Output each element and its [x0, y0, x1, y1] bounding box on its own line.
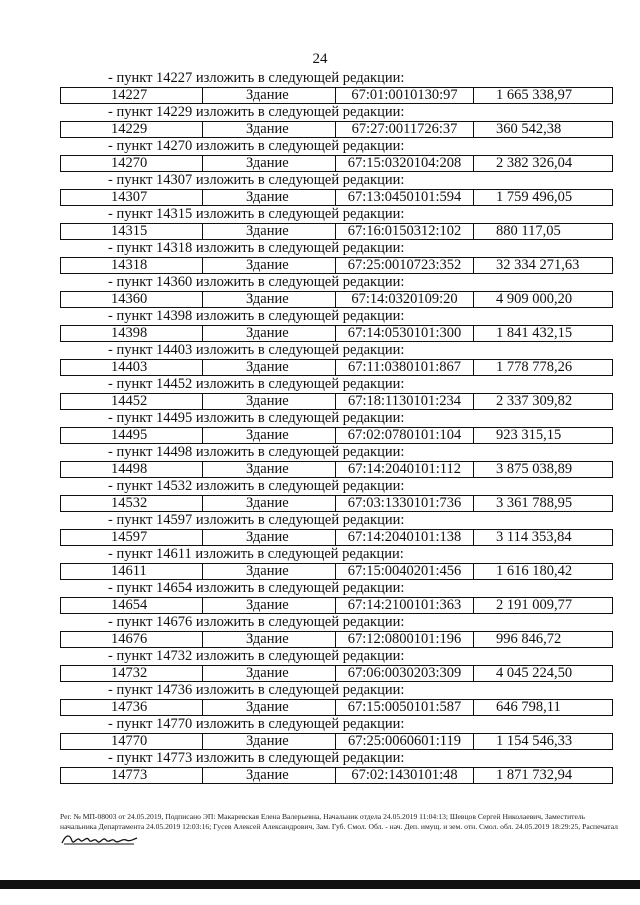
object-type-cell: Здание	[203, 632, 336, 647]
object-type-cell: Здание	[203, 360, 336, 375]
entry-heading: - пункт 14736 изложить в следующей редакции:	[108, 682, 405, 698]
object-type-cell: Здание	[203, 394, 336, 409]
cadastral-value-cell: 2 191 009,77	[496, 597, 573, 613]
cadastral-value-cell: 4 909 000,20	[496, 291, 573, 307]
entry-heading: - пункт 14770 изложить в следующей редакции:	[108, 716, 405, 732]
cadastral-value-cell: 32 334 271,63	[496, 257, 580, 273]
item-number-cell: 14360	[61, 292, 203, 307]
cadastral-number-cell: 67:03:1330101:736	[336, 496, 474, 511]
item-number-cell: 14227	[61, 88, 203, 103]
item-number-cell: 14611	[61, 564, 203, 579]
object-type-cell: Здание	[203, 156, 336, 171]
entry-heading: - пункт 14229 изложить в следующей редакции:	[108, 104, 405, 120]
table-row	[60, 495, 613, 512]
table-row	[60, 291, 613, 308]
bottom-rule	[0, 880, 640, 889]
cadastral-number-cell: 67:14:2100101:363	[336, 598, 474, 613]
entry-heading: - пункт 14318 изложить в следующей редакции:	[108, 240, 405, 256]
item-number-cell: 14498	[61, 462, 203, 477]
cadastral-number-cell: 67:14:2040101:138	[336, 530, 474, 545]
object-type-cell: Здание	[203, 598, 336, 613]
amendment-list	[60, 70, 613, 784]
cadastral-number-cell: 67:06:0030203:309	[336, 666, 474, 681]
entry-heading: - пункт 14403 изложить в следующей редакции:	[108, 342, 405, 358]
cadastral-value-cell: 1 759 496,05	[496, 189, 573, 205]
cadastral-number-cell: 67:16:0150312:102	[336, 224, 474, 239]
entry-heading: - пункт 14360 изложить в следующей редакции:	[108, 274, 405, 290]
table-row	[60, 359, 613, 376]
item-number-cell: 14770	[61, 734, 203, 749]
table-row	[60, 257, 613, 274]
entry-heading: - пункт 14315 изложить в следующей редакции:	[108, 206, 405, 222]
cadastral-number-cell: 67:25:0060601:119	[336, 734, 474, 749]
registration-text: Рег. № МП-08003 от 24.05.2019, Подписано ЭП: Макаревская Елена Валерьевна, Начальник отдела 24.05.2019 11:04:13; Шевцов Сергей Николаевич, Заместитель начальника Департамента 24.05.2019 12:03:16; Гусев Алексей Александрович, Зам. Губ. Смол. Обл. - нач. Деп. имущ. и зем. отн. Смол. обл. 24.05.2019 18:29:25, Распечатал	[60, 812, 618, 831]
object-type-cell: Здание	[203, 768, 336, 783]
table-row	[60, 461, 613, 478]
item-number-cell: 14452	[61, 394, 203, 409]
cadastral-number-cell: 67:02:1430101:48	[336, 768, 474, 783]
cadastral-number-cell: 67:11:0380101:867	[336, 360, 474, 375]
table-row	[60, 427, 613, 444]
object-type-cell: Здание	[203, 190, 336, 205]
cadastral-value-cell: 3 361 788,95	[496, 495, 573, 511]
object-type-cell: Здание	[203, 462, 336, 477]
table-row	[60, 597, 613, 614]
entry-heading: - пункт 14227 изложить в следующей редакции:	[108, 70, 405, 86]
table-row	[60, 189, 613, 206]
entry-heading: - пункт 14498 изложить в следующей редакции:	[108, 444, 405, 460]
table-row	[60, 155, 613, 172]
handwritten-signature	[60, 832, 138, 846]
item-number-cell: 14736	[61, 700, 203, 715]
cadastral-value-cell: 880 117,05	[496, 223, 561, 239]
entry-heading: - пункт 14495 изложить в следующей редакции:	[108, 410, 405, 426]
cadastral-number-cell: 67:02:0780101:104	[336, 428, 474, 443]
object-type-cell: Здание	[203, 496, 336, 511]
entry-heading: - пункт 14307 изложить в следующей редакции:	[108, 172, 405, 188]
item-number-cell: 14270	[61, 156, 203, 171]
item-number-cell: 14307	[61, 190, 203, 205]
table-row	[60, 325, 613, 342]
table-row	[60, 631, 613, 648]
cadastral-value-cell: 1 841 432,15	[496, 325, 573, 341]
entry-heading: - пункт 14270 изложить в следующей редакции:	[108, 138, 405, 154]
object-type-cell: Здание	[203, 700, 336, 715]
entry-heading: - пункт 14773 изложить в следующей редакции:	[108, 750, 405, 766]
item-number-cell: 14532	[61, 496, 203, 511]
cadastral-number-cell: 67:01:0010130:97	[336, 88, 474, 103]
object-type-cell: Здание	[203, 122, 336, 137]
item-number-cell: 14229	[61, 122, 203, 137]
cadastral-value-cell: 996 846,72	[496, 631, 562, 647]
entry-heading: - пункт 14732 изложить в следующей редакции:	[108, 648, 405, 664]
entry-heading: - пункт 14597 изложить в следующей редакции:	[108, 512, 405, 528]
cadastral-number-cell: 67:14:2040101:112	[336, 462, 474, 477]
cadastral-number-cell: 67:25:0010723:352	[336, 258, 474, 273]
item-number-cell: 14495	[61, 428, 203, 443]
object-type-cell: Здание	[203, 258, 336, 273]
item-number-cell: 14403	[61, 360, 203, 375]
entry-heading: - пункт 14654 изложить в следующей редакции:	[108, 580, 405, 596]
cadastral-value-cell: 1 871 732,94	[496, 767, 573, 783]
item-number-cell: 14315	[61, 224, 203, 239]
object-type-cell: Здание	[203, 734, 336, 749]
object-type-cell: Здание	[203, 88, 336, 103]
item-number-cell: 14318	[61, 258, 203, 273]
table-row	[60, 699, 613, 716]
item-number-cell: 14597	[61, 530, 203, 545]
entry-heading: - пункт 14676 изложить в следующей редакции:	[108, 614, 405, 630]
cadastral-value-cell: 3 875 038,89	[496, 461, 573, 477]
cadastral-value-cell: 360 542,38	[496, 121, 562, 137]
cadastral-number-cell: 67:13:0450101:594	[336, 190, 474, 205]
table-row	[60, 223, 613, 240]
item-number-cell: 14732	[61, 666, 203, 681]
cadastral-value-cell: 646 798,11	[496, 699, 561, 715]
cadastral-value-cell: 1 616 180,42	[496, 563, 573, 579]
cadastral-number-cell: 67:27:0011726:37	[336, 122, 474, 137]
cadastral-value-cell: 923 315,15	[496, 427, 562, 443]
object-type-cell: Здание	[203, 292, 336, 307]
table-row	[60, 87, 613, 104]
cadastral-value-cell: 4 045 224,50	[496, 665, 573, 681]
table-row	[60, 767, 613, 784]
object-type-cell: Здание	[203, 666, 336, 681]
object-type-cell: Здание	[203, 224, 336, 239]
object-type-cell: Здание	[203, 530, 336, 545]
page-number: 24	[312, 51, 328, 67]
cadastral-value-cell: 2 337 309,82	[496, 393, 573, 409]
item-number-cell: 14654	[61, 598, 203, 613]
entry-heading: - пункт 14611 изложить в следующей редакции:	[108, 546, 404, 562]
table-row	[60, 665, 613, 682]
entry-heading: - пункт 14452 изложить в следующей редакции:	[108, 376, 405, 392]
item-number-cell: 14676	[61, 632, 203, 647]
cadastral-number-cell: 67:14:0320109:20	[336, 292, 474, 307]
entry-heading: - пункт 14398 изложить в следующей редакции:	[108, 308, 405, 324]
cadastral-number-cell: 67:14:0530101:300	[336, 326, 474, 341]
signature-footer	[60, 812, 620, 846]
item-number-cell: 14398	[61, 326, 203, 341]
cadastral-value-cell: 1 778 778,26	[496, 359, 573, 375]
cadastral-number-cell: 67:15:0050101:587	[336, 700, 474, 715]
table-row	[60, 529, 613, 546]
entry-heading: - пункт 14532 изложить в следующей редакции:	[108, 478, 405, 494]
table-row	[60, 393, 613, 410]
cadastral-number-cell: 67:12:0800101:196	[336, 632, 474, 647]
object-type-cell: Здание	[203, 326, 336, 341]
table-row	[60, 733, 613, 750]
cadastral-number-cell: 67:18:1130101:234	[336, 394, 474, 409]
cadastral-value-cell: 3 114 353,84	[496, 529, 572, 545]
cadastral-value-cell: 1 665 338,97	[496, 87, 573, 103]
item-number-cell: 14773	[61, 768, 203, 783]
table-row	[60, 563, 613, 580]
object-type-cell: Здание	[203, 564, 336, 579]
cadastral-value-cell: 2 382 326,04	[496, 155, 573, 171]
object-type-cell: Здание	[203, 428, 336, 443]
cadastral-number-cell: 67:15:0320104:208	[336, 156, 474, 171]
cadastral-value-cell: 1 154 546,33	[496, 733, 573, 749]
table-row	[60, 121, 613, 138]
cadastral-number-cell: 67:15:0040201:456	[336, 564, 474, 579]
